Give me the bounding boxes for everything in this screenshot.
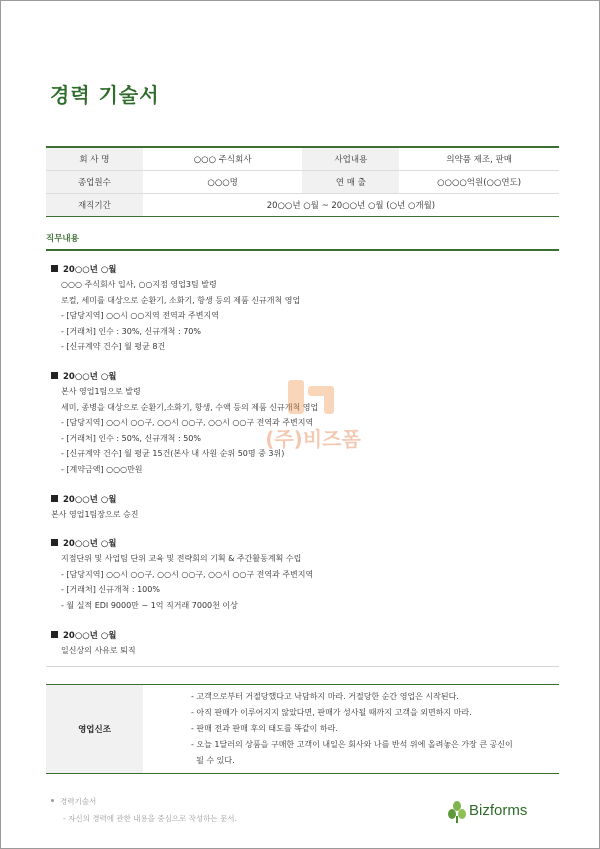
revenue-value: ○○○○억원(○○연도) xyxy=(399,170,559,193)
square-bullet-icon xyxy=(51,372,58,379)
company-name-value: ○○○ 주식회사 xyxy=(143,147,303,170)
job-detail-line: 일신상의 사유로 퇴직 xyxy=(61,645,136,655)
business-value: 의약품 제조, 판매 xyxy=(399,147,559,170)
job-detail-line: - [신규계약 건수] 월 평균 8건 xyxy=(61,342,166,352)
square-bullet-icon xyxy=(51,631,58,638)
job-entry xyxy=(51,263,556,355)
job-detail-line: 본사 영업1팀장으로 승진 xyxy=(51,509,139,519)
watermark-text: (주)비즈폼 xyxy=(265,427,361,451)
job-detail-line: 지점단위 및 사업팀 단위 교육 및 전략회의 기획 & 주간활동계획 수립 xyxy=(61,554,302,564)
leaf-logo-icon xyxy=(447,801,467,823)
motto-line: 될 수 있다. xyxy=(191,756,235,765)
square-bullet-icon xyxy=(51,265,58,272)
job-date-text: 20○○년 ○월 xyxy=(63,371,117,382)
period-value: 20○○년 ○월 ~ 20○○년 ○월 (○년 ○개월) xyxy=(143,193,559,216)
motto-line: - 오늘 1달러의 상품을 구매한 고객이 내일은 회사와 나를 반석 위에 올려놓은 가장 큰 공신이 xyxy=(191,740,513,749)
job-date xyxy=(51,537,556,551)
job-detail-line: 세미, 종병을 대상으로 순환기,소화기, 항생, 수액 등의 제품 신규개척 영업 xyxy=(61,402,319,412)
divider xyxy=(46,666,559,667)
job-detail-line: ○○○ 주식회사 입사, ○○지점 영업3팀 발령 xyxy=(61,280,217,289)
footer-title: 경력기술서 xyxy=(60,797,97,806)
job-detail-line: - [담당지역] ○○시 ○○구, ○○시 ○○구, ○○시 ○○구 전역과 주변지역 xyxy=(61,569,314,579)
job-detail-line: - [거래처] 신규개척 : 100% xyxy=(61,585,160,595)
job-detail-line: 본사 영업1팀으로 발령 xyxy=(61,386,141,396)
section-title: 직무내용 xyxy=(46,234,79,244)
watermark-logo-icon xyxy=(258,378,368,428)
job-detail-line: - 월 실적 EDI 9000만 ~ 1억 직거래 7000천 이상 xyxy=(61,600,238,610)
brand-logo xyxy=(447,801,557,825)
job-date-text: 20○○년 ○월 xyxy=(63,539,117,550)
company-info-table xyxy=(46,146,559,217)
footer-note xyxy=(51,796,237,824)
period-label: 재직기간 xyxy=(46,193,143,216)
job-entry xyxy=(51,493,556,523)
job-detail-line: - [거래처] 인수 : 30%, 신규개척 : 70% xyxy=(61,326,201,336)
page-title: 경력 기술서 xyxy=(50,83,160,107)
bullet-icon xyxy=(51,799,54,802)
job-entry xyxy=(51,629,556,659)
info-row xyxy=(46,193,559,216)
info-row xyxy=(46,147,559,170)
job-detail-line: - [담당지역] ○○시 ○○구, ○○시 ○○구, ○○시 ○○구 전역과 주변지역 xyxy=(61,418,314,428)
job-detail-line: - [신규계약 건수] 월 평균 15건(본사 내 사원 순위 50명 중 3위) xyxy=(61,449,285,459)
motto-line: - 고객으로부터 거절당했다고 낙담하지 마라. 거절당한 순간 영업은 시작된다. xyxy=(191,692,459,701)
footer-desc: - 자신의 경력에 관한 내용을 중심으로 작성하는 문서. xyxy=(63,814,237,823)
job-detail-line: - [담당지역] ○○시 ○○지역 전역과 주변지역 xyxy=(61,311,219,321)
info-row xyxy=(46,170,559,193)
job-date xyxy=(51,493,556,507)
business-label: 사업내용 xyxy=(302,147,399,170)
job-list xyxy=(51,263,556,673)
job-date-text: 20○○년 ○월 xyxy=(63,494,117,505)
revenue-label: 연 매 출 xyxy=(302,170,399,193)
job-date-text: 20○○년 ○월 xyxy=(63,265,117,275)
motto-content xyxy=(143,685,559,774)
brand-name: Bizforms xyxy=(469,802,528,819)
job-date xyxy=(51,263,556,277)
employees-label: 종업원수 xyxy=(46,170,143,193)
watermark xyxy=(258,378,368,468)
square-bullet-icon xyxy=(51,495,58,502)
job-detail-line: 로컬, 세미를 대상으로 순환기, 소화기, 항생 등의 제품 신규개척 영업 xyxy=(61,295,301,305)
job-detail-line: - [계약금액] ○○○만원 xyxy=(61,464,143,474)
sales-motto-table xyxy=(46,684,559,774)
employees-value: ○○○명 xyxy=(143,170,303,193)
motto-line: - 아직 판매가 이루어지지 않았다면, 판매가 성사될 때까지 고객을 외면하지 마라. xyxy=(191,708,472,717)
motto-line: - 판매 전과 판매 후의 태도를 똑같이 하라. xyxy=(191,724,338,733)
section-divider xyxy=(46,249,559,251)
square-bullet-icon xyxy=(51,539,58,546)
company-name-label: 회 사 명 xyxy=(46,147,143,170)
job-entry xyxy=(51,537,556,613)
job-detail-line: - [거래처] 인수 : 50%, 신규개척 : 50% xyxy=(61,433,201,443)
job-date-text: 20○○년 ○월 xyxy=(63,630,117,641)
job-date xyxy=(51,629,556,643)
motto-label: 영업신조 xyxy=(46,685,143,774)
